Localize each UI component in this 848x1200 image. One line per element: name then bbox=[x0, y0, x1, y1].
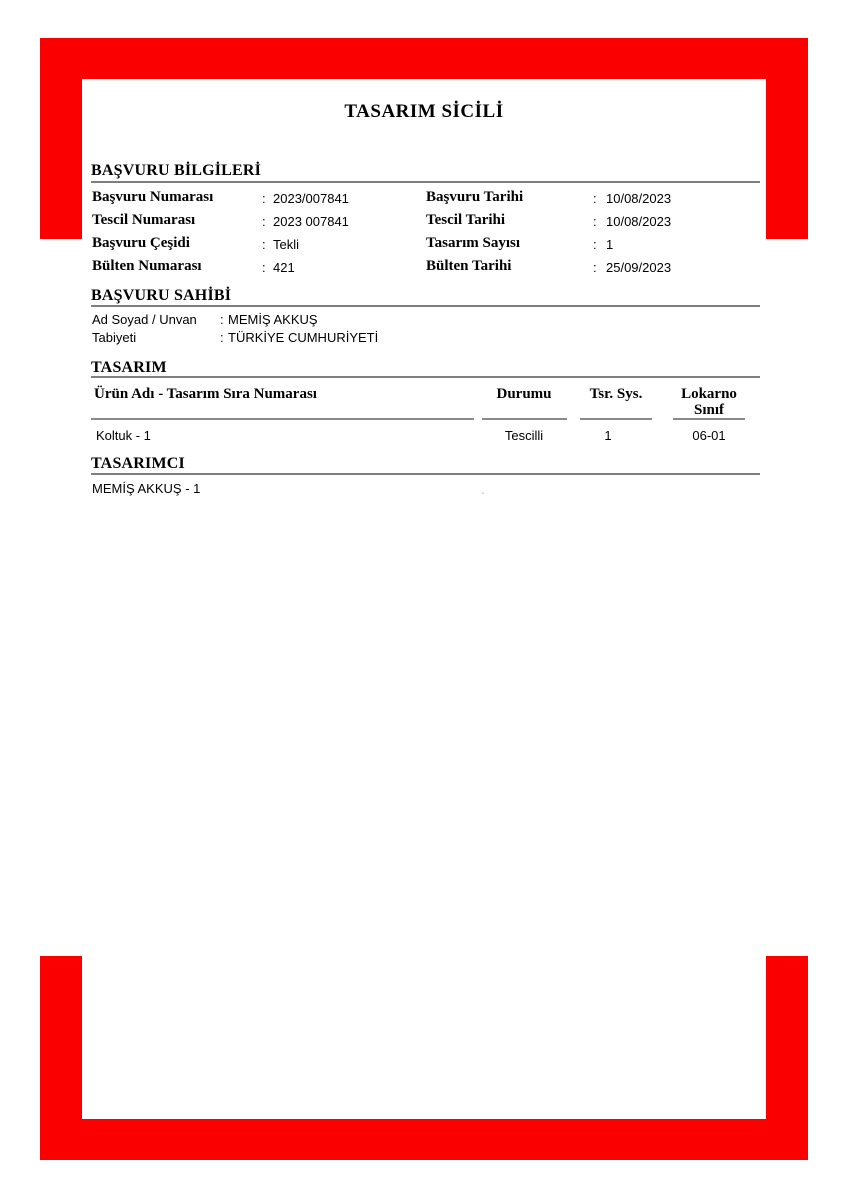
frame-left-top-column bbox=[40, 38, 82, 239]
field-label-ad-soyad-unvan: Ad Soyad / Unvan bbox=[92, 312, 197, 327]
table-header-urun-adi: Ürün Adı - Tasarım Sıra Numarası bbox=[94, 386, 317, 402]
table-column-rule bbox=[673, 418, 745, 420]
field-colon: : bbox=[262, 260, 266, 275]
table-header-durumu: Durumu bbox=[496, 386, 552, 402]
table-cell-urun-adi: Koltuk - 1 bbox=[96, 428, 151, 443]
field-colon: : bbox=[220, 312, 224, 327]
field-value-tasarim-sayisi: 1 bbox=[606, 237, 614, 252]
table-column-rule bbox=[482, 418, 567, 420]
stray-dot-mark: . bbox=[481, 481, 485, 497]
field-label-basvuru-numarasi: Başvuru Numarası bbox=[92, 189, 214, 205]
field-value-basvuru-cesidi: Tekli bbox=[273, 237, 300, 252]
table-cell-durumu: Tescilli bbox=[504, 428, 544, 443]
field-label-tabiyeti: Tabiyeti bbox=[92, 330, 137, 345]
frame-bottom-band bbox=[40, 1119, 808, 1160]
field-colon: : bbox=[262, 191, 266, 206]
table-column-rule bbox=[580, 418, 652, 420]
table-cell-tsr-sys: 1 bbox=[604, 428, 612, 443]
field-label-tescil-numarasi: Tescil Numarası bbox=[92, 212, 196, 228]
tasarimci-entry: MEMİŞ AKKUŞ - 1 bbox=[92, 481, 201, 496]
field-value-bulten-numarasi: 421 bbox=[273, 260, 295, 275]
field-label-tasarim-sayisi: Tasarım Sayısı bbox=[426, 235, 521, 251]
field-label-tescil-tarihi: Tescil Tarihi bbox=[426, 212, 506, 228]
field-label-bulten-tarihi: Bülten Tarihi bbox=[426, 258, 512, 274]
field-label-basvuru-cesidi: Başvuru Çeşidi bbox=[92, 235, 190, 251]
section-rule bbox=[91, 181, 760, 183]
field-colon: : bbox=[262, 214, 266, 229]
field-value-ad-soyad-unvan: MEMİŞ AKKUŞ bbox=[228, 312, 318, 327]
field-label-bulten-numarasi: Bülten Numarası bbox=[92, 258, 202, 274]
field-value-tescil-tarihi: 10/08/2023 bbox=[606, 214, 672, 229]
field-colon: : bbox=[220, 330, 224, 345]
frame-right-top-column bbox=[766, 38, 808, 239]
section-heading-tasarimci: TASARIMCI bbox=[91, 455, 185, 472]
section-rule bbox=[91, 305, 760, 307]
table-header-tsr-sys: Tsr. Sys. bbox=[589, 386, 643, 402]
section-heading-basvuru-sahibi: BAŞVURU SAHİBİ bbox=[91, 287, 232, 304]
section-rule bbox=[91, 376, 760, 378]
page-title: TASARIM SİCİLİ bbox=[344, 101, 504, 122]
field-value-basvuru-tarihi: 10/08/2023 bbox=[606, 191, 672, 206]
field-colon: : bbox=[593, 260, 597, 275]
field-colon: : bbox=[593, 191, 597, 206]
table-cell-lokarno: 06-01 bbox=[692, 428, 726, 443]
field-colon: : bbox=[262, 237, 266, 252]
field-value-bulten-tarihi: 25/09/2023 bbox=[606, 260, 672, 275]
frame-top-band bbox=[40, 38, 808, 79]
field-colon: : bbox=[593, 237, 597, 252]
section-heading-tasarim: TASARIM bbox=[91, 359, 167, 376]
section-rule bbox=[91, 473, 760, 475]
section-heading-basvuru-bilgileri: BAŞVURU BİLGİLERİ bbox=[91, 162, 262, 179]
field-value-tabiyeti: TÜRKİYE CUMHURİYETİ bbox=[228, 330, 379, 345]
field-value-tescil-numarasi: 2023 007841 bbox=[273, 214, 349, 229]
field-label-basvuru-tarihi: Başvuru Tarihi bbox=[426, 189, 524, 205]
table-column-rule bbox=[91, 418, 474, 420]
table-header-lokarno-sinif: Lokarno Sınıf bbox=[681, 386, 737, 418]
field-value-basvuru-numarasi: 2023/007841 bbox=[273, 191, 349, 206]
field-colon: : bbox=[593, 214, 597, 229]
